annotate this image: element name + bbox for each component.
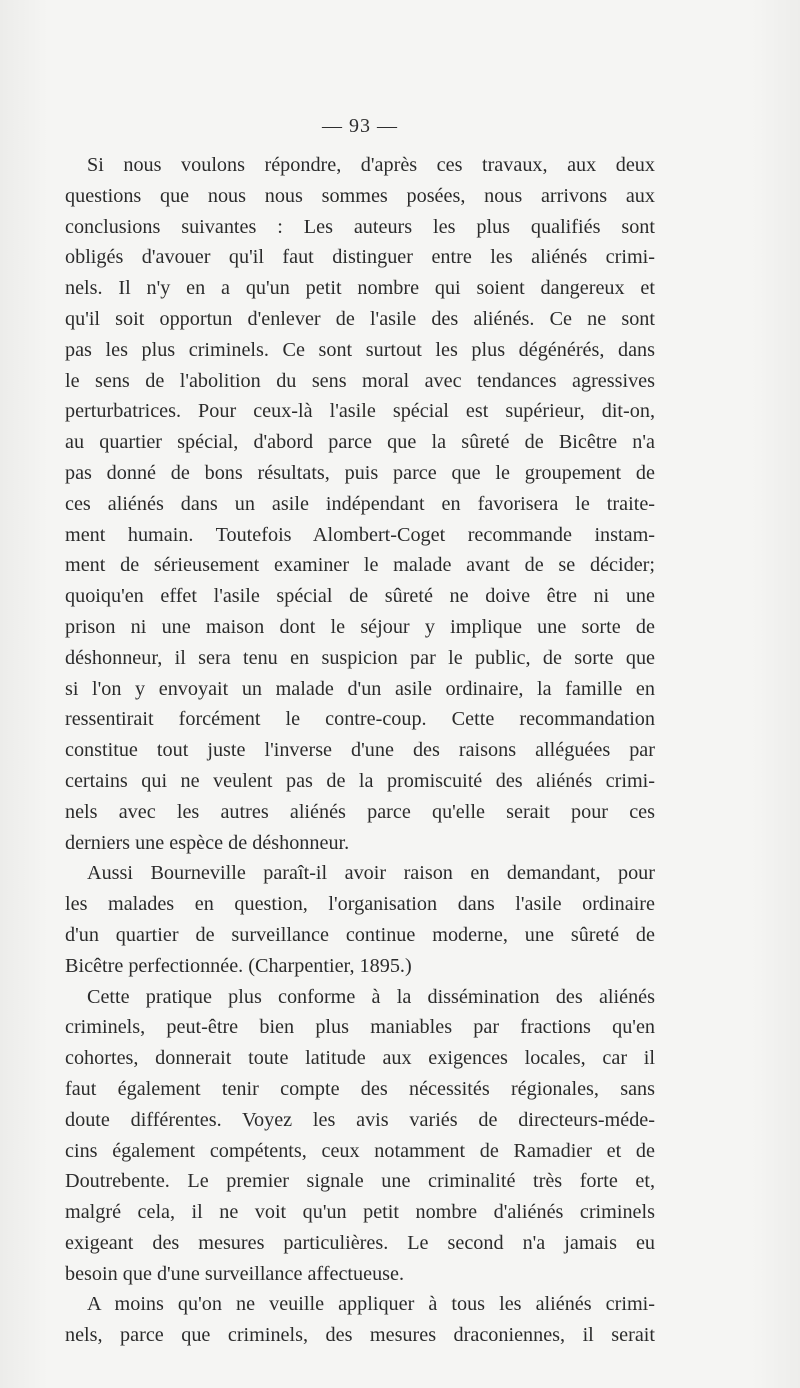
text-line: les malades en question, l'organisation dans l'asile ordinaire: [65, 893, 655, 916]
body-text: [65, 150, 655, 1351]
text-line: questions que nous nous sommes posées, nous arrivons aux: [65, 184, 655, 207]
text-line: Aussi Bourneville paraît-il avoir raison en demandant, pour: [87, 862, 655, 885]
text-line: conclusions suivantes : Les auteurs les plus qualifiés sont: [65, 215, 655, 238]
text-line: pas les plus criminels. Ce sont surtout les plus dégénérés, dans: [65, 338, 655, 361]
text-line: besoin que d'une surveillance affectueuse.: [65, 1262, 405, 1285]
text-line: derniers une espèce de déshonneur.: [65, 831, 350, 854]
text-line: criminels, peut-être bien plus maniables par fractions qu'en: [65, 1016, 655, 1039]
text-line: Cette pratique plus conforme à la dissémination des aliénés: [87, 985, 655, 1008]
text-line: déshonneur, il sera tenu en suspicion par le public, de sorte que: [65, 646, 655, 669]
text-line: ressentirait forcément le contre-coup. Cette recommandation: [65, 708, 655, 731]
text-line: nels avec les autres aliénés parce qu'elle serait pour ces: [65, 800, 655, 823]
text-line: malgré cela, il ne voit qu'un petit nombre d'aliénés criminels: [65, 1201, 655, 1224]
text-line: au quartier spécial, d'abord parce que la sûreté de Bicêtre n'a: [65, 431, 655, 454]
text-line: pas donné de bons résultats, puis parce que le groupement de: [65, 461, 655, 484]
text-line: certains qui ne veulent pas de la promiscuité des aliénés crimi-: [65, 769, 655, 792]
text-line: doute différentes. Voyez les avis variés de directeurs-méde-: [65, 1108, 655, 1131]
text-line: obligés d'avouer qu'il faut distinguer entre les aliénés crimi-: [65, 246, 655, 269]
text-line: nels, parce que criminels, des mesures draconiennes, il serait: [65, 1324, 655, 1347]
text-line: A moins qu'on ne veuille appliquer à tous les aliénés crimi-: [87, 1293, 655, 1316]
text-line: quoiqu'en effet l'asile spécial de sûreté ne doive être ni une: [65, 585, 655, 608]
text-line: cins également compétents, ceux notamment de Ramadier et de: [65, 1139, 655, 1162]
text-line: ment de sérieusement examiner le malade avant de se décider;: [65, 554, 655, 577]
text-line: Si nous voulons répondre, d'après ces travaux, aux deux: [87, 154, 655, 176]
text-line: prison ni une maison dont le séjour y implique une sorte de: [65, 615, 655, 638]
text-line: nels. Il n'y en a qu'un petit nombre qui soient dangereux et: [65, 277, 655, 300]
text-line: cohortes, donnerait toute latitude aux exigences locales, car il: [65, 1047, 655, 1070]
text-line: qu'il soit opportun d'enlever de l'asile des aliénés. Ce ne sont: [65, 307, 655, 330]
text-line: Doutrebente. Le premier signale une criminalité très forte et,: [65, 1170, 655, 1193]
text-line: exigeant des mesures particulières. Le second n'a jamais eu: [65, 1231, 655, 1254]
text-line: Bicêtre perfectionnée. (Charpentier, 1895.): [65, 954, 412, 977]
text-line: faut également tenir compte des nécessités régionales, sans: [65, 1077, 655, 1100]
text-line: perturbatrices. Pour ceux-là l'asile spécial est supérieur, dit-on,: [65, 400, 655, 423]
text-line: constitue tout juste l'inverse d'une des raisons alléguées par: [65, 739, 655, 762]
page-number: — 93 —: [322, 115, 398, 137]
text-line: ces aliénés dans un asile indépendant en favorisera le traite-: [65, 492, 655, 515]
text-line: le sens de l'abolition du sens moral avec tendances agressives: [65, 369, 655, 392]
text-line: si l'on y envoyait un malade d'un asile ordinaire, la famille en: [65, 677, 655, 700]
text-line: d'un quartier de surveillance continue moderne, une sûreté de: [65, 923, 655, 946]
text-line: ment humain. Toutefois Alombert-Coget recommande instam-: [65, 523, 655, 546]
